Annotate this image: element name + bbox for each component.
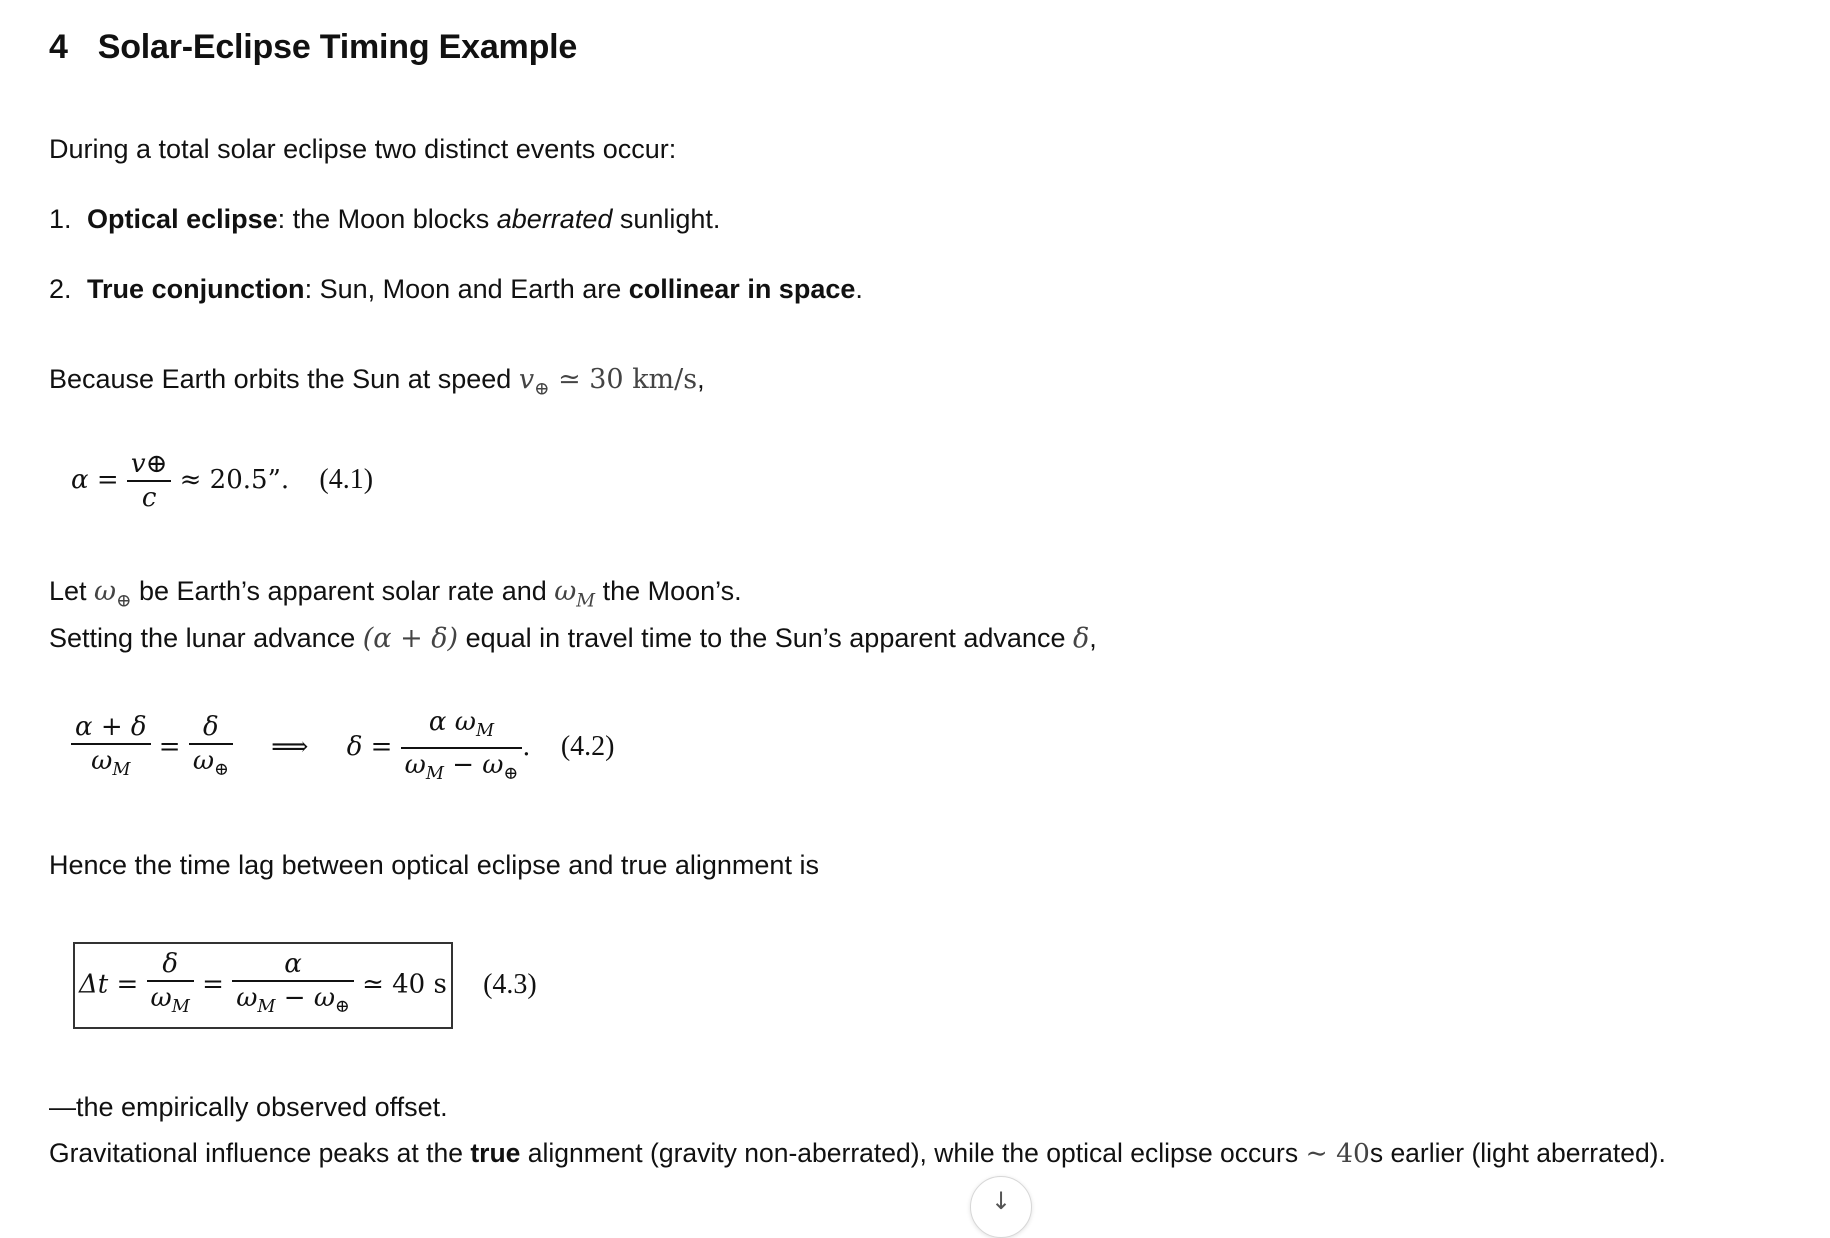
math-lhs: α =	[71, 465, 119, 495]
equation-number: (4.3)	[483, 968, 537, 1000]
offset-math: ∼ 40	[1305, 1138, 1370, 1169]
math-subscript: M	[171, 997, 190, 1018]
list-text: sunlight.	[612, 204, 721, 234]
fraction-numerator: α + δ	[71, 711, 151, 745]
math-subscript: ⊕	[116, 590, 132, 612]
fraction-numerator	[401, 706, 523, 749]
fraction	[147, 948, 194, 1023]
omega-earth-math	[94, 576, 132, 612]
paragraph-text: the Moon’s.	[595, 576, 742, 606]
math-subscript: ⊕	[503, 764, 519, 785]
because-paragraph	[49, 362, 705, 406]
math-symbol: α ω	[428, 707, 476, 737]
paragraph-text: s earlier (light aberrated).	[1369, 1138, 1666, 1168]
section-title: Solar-Eclipse Timing Example	[97, 28, 578, 66]
paragraph-text: Because Earth orbits the Sun at speed	[49, 364, 519, 394]
section-number: 4	[49, 28, 68, 66]
list-text: .	[855, 274, 863, 304]
math-symbol: ω	[554, 576, 577, 607]
fraction-numerator: δ	[147, 948, 194, 982]
equation-4-2	[71, 706, 614, 790]
math-symbol: ω	[94, 576, 117, 607]
gravity-paragraph	[49, 1136, 1666, 1171]
speed-math	[518, 364, 698, 400]
paragraph-text: Setting the lunar advance	[49, 623, 363, 653]
math-symbol: ω	[404, 750, 426, 781]
math-symbol: ω	[236, 983, 258, 1013]
fraction	[71, 711, 151, 786]
fraction-denominator: c	[141, 483, 157, 513]
offset-paragraph: —the empirically observed offset.	[49, 1092, 448, 1122]
advance-math: (α + δ)	[362, 623, 459, 654]
intro-paragraph: During a total solar eclipse two distinct events occur:	[49, 134, 677, 164]
list-strong: collinear in space	[628, 274, 856, 304]
fraction-denominator	[401, 749, 523, 790]
list-text: : the Moon blocks	[277, 204, 497, 234]
math-operator: =	[158, 732, 181, 763]
fraction-denominator	[232, 982, 354, 1023]
fraction	[401, 706, 523, 790]
list-item	[49, 272, 863, 306]
boxed-result	[73, 942, 453, 1029]
hence-paragraph: Hence the time lag between optical eclipse and true alignment is	[49, 850, 819, 880]
equation-number: (4.2)	[560, 731, 615, 763]
fraction-numerator: α	[232, 948, 354, 982]
paragraph-text: be Earth’s apparent solar rate and	[131, 576, 555, 606]
paragraph-text: Gravitational influence peaks at the	[49, 1138, 471, 1168]
fraction-numerator: v⊕	[127, 448, 171, 482]
list-emphasis: aberrated	[496, 204, 613, 234]
math-subscript: ⊕	[335, 997, 350, 1018]
delta-math: δ	[1072, 623, 1090, 654]
list-marker: 2.	[49, 274, 72, 304]
let-paragraph	[49, 574, 742, 618]
math-symbol: − ω	[443, 750, 504, 781]
math-symbol: ω	[192, 745, 215, 776]
math-lhs: δ =	[346, 732, 393, 763]
math-subscript: M	[475, 721, 495, 742]
equation-4-1	[71, 448, 373, 514]
implies-operator: ⟹	[271, 732, 309, 763]
math-subscript: M	[425, 764, 444, 785]
fraction-numerator: δ	[189, 711, 233, 745]
list-text: : Sun, Moon and Earth are	[304, 274, 629, 304]
math-symbol: − ω	[275, 983, 336, 1013]
equation-4-3	[73, 942, 537, 1029]
list-term: Optical eclipse	[87, 204, 278, 234]
fraction	[189, 711, 233, 786]
math-symbol: ω	[91, 745, 113, 776]
paragraph-text: equal in travel time to the Sun’s apparent advance	[458, 623, 1073, 653]
paragraph-strong: true	[470, 1138, 521, 1168]
paragraph-text: Let	[49, 576, 95, 606]
fraction	[127, 448, 171, 514]
math-punctuation: .	[522, 732, 531, 763]
paragraph-text: alignment (gravity non-aberrated), while the optical eclipse occurs	[520, 1138, 1306, 1168]
scroll-down-button[interactable]	[970, 1176, 1032, 1238]
math-subscript: M	[576, 590, 596, 612]
math-lhs: Δt =	[79, 969, 139, 1000]
math-symbol: v	[518, 364, 535, 395]
math-rhs: ≃ 40 s	[362, 969, 447, 1000]
fraction	[232, 948, 354, 1023]
section-heading	[49, 28, 577, 67]
list-marker: 1.	[49, 204, 72, 234]
math-subscript: M	[257, 997, 276, 1018]
math-subscript: ⊕	[214, 759, 229, 780]
math-subscript: M	[112, 759, 131, 780]
list-item	[49, 202, 720, 236]
fraction-denominator	[189, 745, 233, 786]
arrow-down-icon: ↓	[990, 1187, 1012, 1215]
setting-paragraph	[49, 621, 1097, 656]
math-symbol: ω	[150, 983, 172, 1013]
math-operator: =	[202, 969, 224, 1000]
paragraph-text: ,	[1089, 623, 1097, 653]
math-text: ≃ 30 km/s	[549, 364, 698, 395]
math-subscript: ⊕	[534, 378, 550, 400]
fraction-denominator	[147, 982, 194, 1023]
list-term: True conjunction	[87, 274, 305, 304]
equation-number: (4.1)	[319, 464, 374, 495]
math-rhs: ≈ 20.5”.	[179, 465, 290, 495]
paragraph-text: ,	[697, 364, 705, 394]
fraction-denominator	[71, 745, 151, 786]
omega-moon-math	[554, 576, 596, 612]
